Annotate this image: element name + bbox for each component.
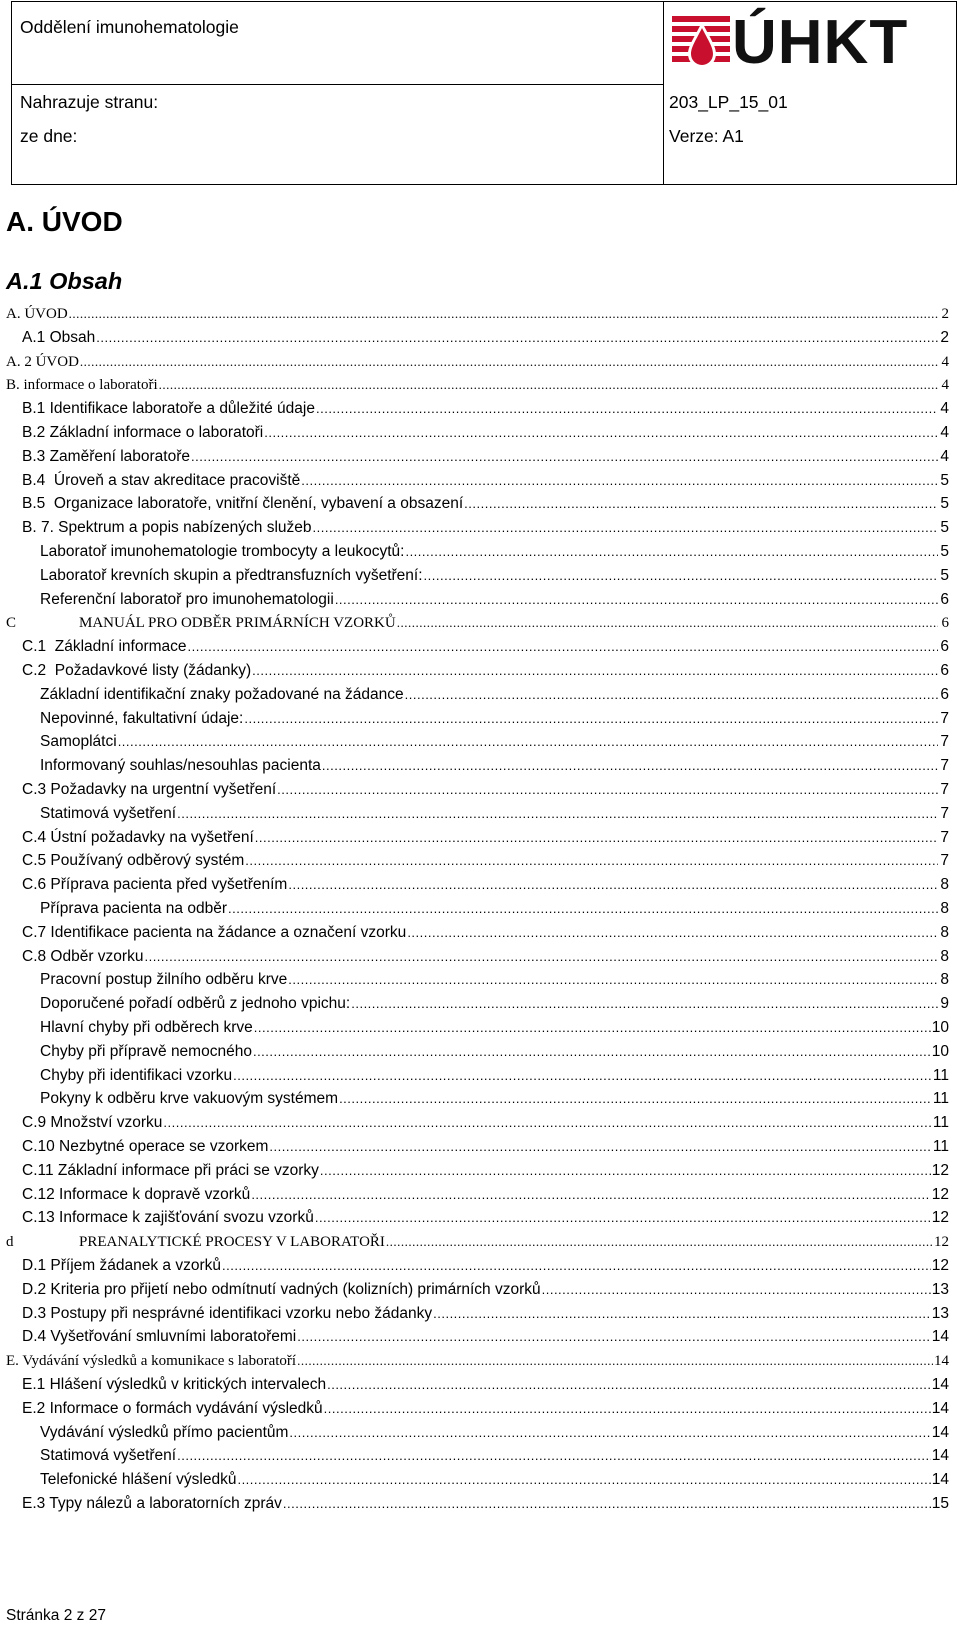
toc-entry-title: Nepovinné, fakultativní údaje:	[40, 709, 244, 727]
toc-entry-page: 8	[940, 876, 949, 894]
toc-entry-title: A. ÚVOD	[6, 306, 68, 322]
toc-entry-page: 4	[940, 400, 949, 418]
toc-entry-page: 14	[934, 1353, 949, 1370]
toc-entry-page: 8	[940, 947, 949, 965]
replaces-label: Nahrazuje stranu:	[20, 92, 159, 112]
toc-entry[interactable]	[40, 565, 949, 587]
toc-entry-page: 8	[940, 900, 949, 917]
toc-dot-leader	[407, 922, 938, 944]
toc-entry-title: A.1 Obsah	[22, 328, 96, 346]
toc-entry-title: Statimová vyšetření	[40, 804, 177, 822]
toc-entry-title: Doporučené pořadí odběrů z jednoho vpichu:	[40, 995, 351, 1013]
toc-entry-page: 14	[931, 1328, 949, 1346]
toc-entry[interactable]	[6, 303, 949, 325]
toc-entry-page: 11	[932, 1090, 949, 1108]
toc-entry[interactable]	[22, 1184, 949, 1206]
toc-entry-number: C	[6, 615, 17, 632]
toc-entry-page: 10	[931, 1019, 949, 1036]
toc-dot-leader	[289, 1422, 930, 1444]
section-title: A. ÚVOD	[6, 206, 123, 237]
toc-entry-page: 7	[940, 757, 949, 775]
toc-dot-leader	[252, 660, 938, 682]
toc-entry-page: 8	[940, 971, 949, 989]
toc-entry[interactable]	[22, 850, 949, 872]
toc-entry[interactable]	[40, 803, 949, 825]
toc-entry[interactable]	[22, 493, 949, 515]
toc-entry[interactable]	[22, 779, 949, 801]
toc-dot-leader	[80, 351, 938, 373]
toc-entry-page: 5	[940, 519, 949, 537]
toc-entry-title: E.1 Hlášení výsledků v kritických intervalech	[22, 1376, 327, 1393]
toc-entry-title: Vydávání výsledků přímo pacientům	[40, 1423, 289, 1441]
toc-entry-title: D.3 Postupy při nesprávné identifikaci vzorku nebo žádanky	[22, 1304, 433, 1322]
toc-entry-title: C.13 Informace k zajišťování svozu vzorků	[22, 1209, 314, 1227]
toc-dot-leader	[335, 589, 938, 611]
toc-entry-page: 5	[940, 471, 949, 489]
toc-entry-title: B.1 Identifikace laboratoře a důležité údaje	[22, 400, 315, 418]
toc-dot-leader	[322, 755, 938, 777]
toc-entry-page: 7	[940, 804, 949, 822]
toc-entry[interactable]	[40, 708, 949, 730]
toc-entry[interactable]	[40, 1088, 949, 1110]
toc-entry[interactable]	[22, 470, 949, 492]
toc-dot-leader	[324, 1398, 931, 1420]
toc-entry-title: B.4 Úroveň a stav akreditace pracoviště	[22, 471, 301, 489]
toc-entry-page: 6	[941, 615, 949, 632]
toc-dot-leader	[177, 1445, 931, 1467]
toc-dot-leader	[159, 374, 938, 396]
toc-entry-page: 12	[934, 1234, 949, 1251]
toc-entry-title: Chyby při přípravě nemocného	[40, 1042, 252, 1060]
toc-entry[interactable]	[40, 1017, 949, 1039]
toc-dot-leader	[264, 422, 938, 444]
toc-entry-page: 5	[940, 566, 949, 584]
toc-entry-title: E. Vydávání výsledků a komunikace s laboratoří	[6, 1353, 297, 1370]
toc-entry-title: B. informace o laboratoři	[6, 377, 158, 394]
toc-entry-title: D.1 Příjem žádanek a vzorků	[22, 1257, 222, 1274]
toc-entry[interactable]	[6, 351, 949, 373]
toc-dot-leader	[228, 898, 938, 920]
toc-entry[interactable]	[6, 1350, 949, 1372]
toc-entry-title: C.11 Základní informace při práci se vzorky	[22, 1161, 319, 1179]
toc-entry-title: Laboratoř imunohematologie trombocyty a leukocytů:	[40, 543, 405, 560]
toc-entry[interactable]	[6, 374, 949, 396]
toc-entry-title: E.3 Typy nálezů a laboratorních zpráv	[22, 1495, 282, 1512]
toc-dot-leader	[386, 1231, 933, 1253]
toc-entry-page: 12	[931, 1161, 949, 1179]
toc-entry-title: C.1 Základní informace	[22, 638, 187, 656]
toc-entry[interactable]	[40, 755, 949, 777]
toc-entry-title: Referenční laboratoř pro imunohematologii	[40, 590, 334, 608]
date-label: ze dne:	[20, 126, 78, 146]
uhkt-logo	[672, 8, 912, 80]
toc-entry-title: C.6 Příprava pacienta před vyšetřením	[22, 876, 288, 894]
toc-entry-page: 14	[931, 1447, 949, 1465]
toc-entry-title: MANUÁL PRO ODBĚR PRIMÁRNÍCH VZORKŮ	[79, 615, 396, 632]
blood-drop-icon	[672, 8, 732, 78]
toc-entry[interactable]	[40, 1445, 949, 1467]
toc-entry-title: Příprava pacienta na odběr	[40, 900, 227, 917]
toc-entry-title: Statimová vyšetření	[40, 1447, 177, 1465]
toc-entry-page: 12	[931, 1185, 949, 1203]
toc-dot-leader	[288, 969, 938, 991]
toc-dot-leader	[245, 850, 938, 872]
toc-dot-leader	[269, 1136, 932, 1158]
document-code: 203_LP_15_01	[669, 92, 788, 112]
toc-entry-page: 12	[931, 1257, 949, 1274]
toc-entry[interactable]	[40, 1065, 949, 1087]
toc-dot-leader	[405, 541, 938, 563]
toc-entry[interactable]	[22, 946, 949, 968]
toc-dot-leader	[188, 636, 938, 658]
toc-entry[interactable]	[22, 446, 949, 468]
toc-entry[interactable]	[40, 684, 949, 706]
toc-dot-leader	[301, 470, 938, 492]
toc-entry-page: 14	[931, 1471, 949, 1489]
toc-entry[interactable]	[22, 1326, 949, 1348]
toc-dot-leader	[244, 708, 938, 730]
toc-entry-title: D.4 Vyšetřování smluvními laboratořemi	[22, 1328, 297, 1346]
toc-entry-title: Základní identifikační znaky požadované na žádance	[40, 685, 404, 703]
toc-entry[interactable]	[22, 398, 949, 420]
page-footer: Stránka 2 z 27	[6, 1607, 106, 1624]
toc-dot-leader	[191, 446, 938, 468]
toc-entry-title: Hlavní chyby při odběrech krve	[40, 1019, 253, 1036]
toc-entry-page: 15	[931, 1495, 949, 1512]
toc-entry-page: 7	[940, 733, 949, 751]
toc-entry[interactable]	[22, 1160, 949, 1182]
toc-entry-title: D.2 Kriteria pro přijetí nebo odmítnutí vadných (kolizních) primárních vzorků	[22, 1280, 541, 1298]
toc-entry[interactable]	[22, 922, 949, 944]
toc-entry[interactable]	[22, 1303, 949, 1325]
toc-entry[interactable]	[22, 327, 949, 349]
toc-entry[interactable]	[22, 827, 949, 849]
toc-entry[interactable]	[40, 1422, 949, 1444]
toc-entry-title: C.10 Nezbytné operace se vzorkem	[22, 1138, 269, 1155]
toc-entry-page: 7	[940, 709, 949, 727]
toc-dot-leader	[251, 1184, 930, 1206]
toc-dot-leader	[327, 1374, 931, 1396]
toc-dot-leader	[320, 1160, 931, 1182]
toc-entry[interactable]	[22, 636, 949, 658]
toc-entry[interactable]	[40, 1041, 949, 1063]
toc-dot-leader	[464, 493, 938, 515]
toc-entry-page: 5	[940, 495, 949, 513]
toc-entry-page: 13	[931, 1304, 949, 1322]
toc-dot-leader	[315, 1207, 931, 1229]
toc-entry[interactable]	[22, 1374, 949, 1396]
document-version: Verze: A1	[669, 126, 744, 146]
toc-dot-leader	[433, 1303, 931, 1325]
toc-entry-page: 4	[941, 377, 949, 394]
toc-entry[interactable]	[22, 1493, 949, 1515]
toc-dot-leader	[96, 327, 938, 349]
toc-entry-page: 13	[931, 1280, 949, 1298]
toc-dot-leader	[237, 1469, 930, 1491]
logo-text: ÚHKT	[732, 8, 909, 77]
toc-entry-title: Chyby při identifikaci vzorku	[40, 1066, 233, 1084]
toc-entry-title: B.5 Organizace laboratoře, vnitřní členění, vybavení a obsazení	[22, 495, 464, 513]
toc-entry-title: Pracovní postup žilního odběru krve	[40, 971, 288, 989]
toc-entry-title: C.3 Požadavky na urgentní vyšetření	[22, 781, 277, 798]
toc-entry-title: Laboratoř krevních skupin a předtransfuzních vyšetření:	[40, 566, 423, 584]
toc-entry-title: C.7 Identifikace pacienta na žádance a označení vzorku	[22, 923, 407, 941]
toc-entry-page: 4	[941, 353, 949, 370]
toc-entry[interactable]	[40, 898, 949, 920]
toc-entry-page: 11	[932, 1066, 949, 1084]
toc-entry-page: 10	[931, 1042, 949, 1060]
toc-entry-page: 9	[940, 995, 949, 1013]
toc-dot-leader	[297, 1350, 933, 1372]
toc-entry[interactable]	[22, 422, 949, 444]
toc-entry-page: 4	[940, 424, 949, 441]
toc-entry-title: B.2 Základní informace o laboratoři	[22, 424, 264, 441]
toc-dot-leader	[405, 684, 938, 706]
toc-dot-leader	[288, 874, 938, 896]
toc-entry-number: d	[6, 1234, 14, 1251]
toc-entry[interactable]	[22, 874, 949, 896]
toc-entry[interactable]	[22, 1255, 949, 1277]
toc-entry[interactable]	[6, 1231, 949, 1253]
toc-entry-title: Informovaný souhlas/nesouhlas pacienta	[40, 757, 321, 775]
toc-entry-page: 14	[931, 1423, 949, 1441]
toc-entry[interactable]	[22, 1136, 949, 1158]
toc-entry-title: Telefonické hlášení výsledků	[40, 1471, 237, 1489]
toc-entry[interactable]	[22, 660, 949, 682]
toc-dot-leader	[297, 1326, 931, 1348]
toc-entry-page: 12	[931, 1209, 949, 1227]
toc-entry-page: 7	[940, 828, 949, 846]
toc-entry-page: 5	[940, 543, 949, 560]
toc-dot-leader	[351, 993, 938, 1015]
header-divider-vertical	[663, 2, 664, 184]
toc-entry-page: 4	[940, 447, 949, 465]
toc-entry-title: A. 2 ÚVOD	[6, 353, 79, 370]
toc-entry[interactable]	[40, 993, 949, 1015]
toc-dot-leader	[339, 1088, 932, 1110]
toc-dot-leader	[253, 1041, 931, 1063]
toc-entry-title: B. 7. Spektrum a popis nabízených služeb	[22, 519, 312, 537]
toc-entry-page: 6	[940, 638, 949, 656]
toc-dot-leader	[222, 1255, 931, 1277]
toc-dot-leader	[283, 1493, 931, 1515]
toc-entry-page: 7	[940, 852, 949, 870]
toc-dot-leader	[397, 612, 938, 634]
toc-entry[interactable]	[40, 541, 949, 563]
toc-entry-title: C.2 Požadavkové listy (žádanky)	[22, 662, 252, 679]
toc-entry-page: 2	[940, 328, 949, 346]
toc-dot-leader	[144, 946, 938, 968]
toc-entry[interactable]	[40, 589, 949, 611]
toc-entry-title: Pokyny k odběru krve vakuovým systémem	[40, 1090, 339, 1108]
toc-entry-title: C.5 Používaný odběrový systém	[22, 852, 245, 870]
toc-dot-leader	[316, 398, 938, 420]
toc-entry[interactable]	[40, 969, 949, 991]
header-divider-horizontal	[12, 84, 663, 85]
department-name: Oddělení imunohematologie	[20, 17, 239, 37]
toc-dot-leader	[177, 803, 938, 825]
toc-entry-page: 7	[940, 781, 949, 798]
toc-entry-page: 2	[941, 306, 949, 322]
toc-entry-page: 6	[940, 590, 949, 608]
toc-entry-title: C.4 Ústní požadavky na vyšetření	[22, 828, 254, 846]
toc-dot-leader	[254, 1017, 931, 1039]
toc-entry-title: B.3 Zaměření laboratoře	[22, 447, 191, 465]
toc-entry-title: C.9 Množství vzorku	[22, 1114, 163, 1132]
toc-entry[interactable]	[22, 1279, 949, 1301]
toc-entry[interactable]	[40, 731, 949, 753]
toc-entry-page: 6	[940, 685, 949, 703]
toc-entry[interactable]	[22, 1398, 949, 1420]
toc-dot-leader	[542, 1279, 931, 1301]
toc-dot-leader	[69, 303, 938, 325]
toc-entry[interactable]	[22, 1207, 949, 1229]
section-subtitle: A.1 Obsah	[6, 268, 123, 294]
toc-entry-page: 14	[931, 1399, 949, 1417]
toc-entry-page: 11	[932, 1114, 949, 1132]
document-header	[11, 1, 957, 185]
toc-entry-title: C.8 Odběr vzorku	[22, 947, 144, 965]
toc-entry-title: C.12 Informace k dopravě vzorků	[22, 1185, 251, 1203]
toc-entry-page: 6	[940, 662, 949, 679]
toc-dot-leader	[424, 565, 938, 587]
toc-dot-leader	[118, 731, 938, 753]
toc-entry-page: 11	[932, 1138, 949, 1155]
toc-entry[interactable]	[6, 612, 949, 634]
toc-entry[interactable]	[22, 517, 949, 539]
toc-entry[interactable]	[22, 1112, 949, 1134]
toc-dot-leader	[255, 827, 938, 849]
toc-entry-title: Samoplátci	[40, 733, 117, 751]
toc-dot-leader	[233, 1065, 932, 1087]
toc-dot-leader	[313, 517, 939, 539]
toc-entry-page: 8	[940, 923, 949, 941]
toc-dot-leader	[163, 1112, 932, 1134]
toc-entry-page: 14	[931, 1376, 949, 1393]
toc-entry-title: PREANALYTICKÉ PROCESY V LABORATOŘI	[79, 1234, 385, 1251]
toc-entry-title: E.2 Informace o formách vydávání výsledků	[22, 1399, 323, 1417]
toc-entry[interactable]	[40, 1469, 949, 1491]
toc-dot-leader	[277, 779, 938, 801]
